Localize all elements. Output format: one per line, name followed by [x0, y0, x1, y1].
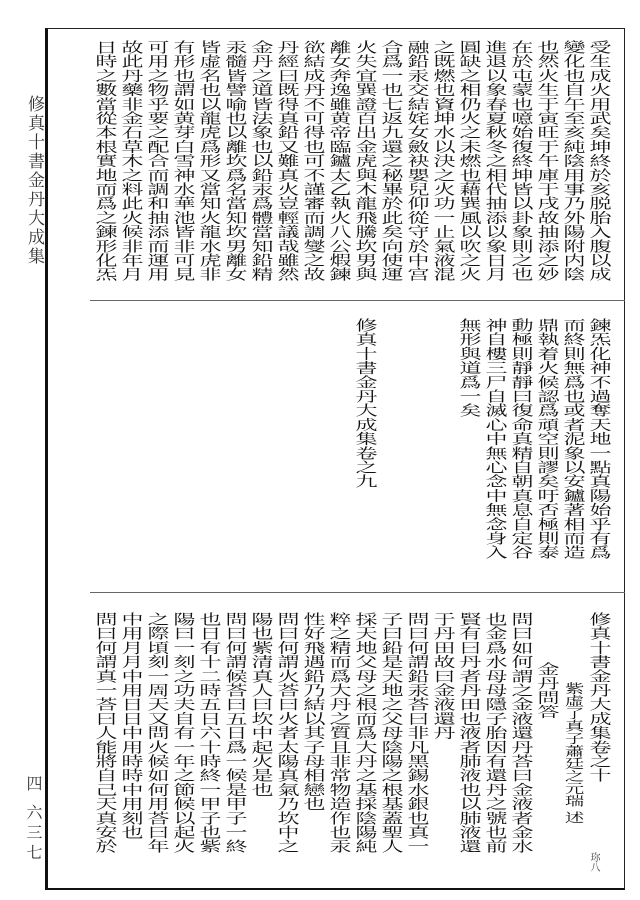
- text-column-text: 動極則靜靜曰復命真精自朝真息自定谷: [508, 318, 534, 560]
- text-column-text: 離女奔逸雖黄帝臨鑪太乙執火八公煆鍊: [326, 40, 352, 282]
- author-line-text: 紫虛了真子蕭廷之元瑞 述: [562, 682, 586, 824]
- text-column-text: 鍊炁化神不過奪天地一點真陽始乎有爲: [586, 318, 612, 560]
- text-column-text: 在於屯蒙也噫始復終坤皆以卦象則之也: [508, 40, 534, 282]
- text-column-text: 問曰何謂候荅曰五日爲一候是甲子一終: [222, 612, 248, 854]
- text-column: [92, 40, 118, 281]
- text-column-text: 賢有曰丹者丹田也液者肺液也以肺液還: [456, 612, 482, 854]
- text-column-text: 問曰如何謂之金液還丹荅曰金液者金水: [508, 612, 534, 854]
- section-title-text: 金丹問答: [534, 662, 560, 719]
- text-column-text: 于丹田故曰金液還丹: [430, 612, 456, 740]
- text-column-text: 子曰鉛是天地之父母陰陽之根基蓋聖人: [378, 612, 404, 854]
- text-column-text: 而終則無爲也或者泥象以安鑪著相而造: [560, 318, 586, 560]
- text-column-text: 問曰何謂火荅曰火者太陽真氣乃坎中之: [274, 612, 300, 854]
- text-column-text: 火失宜巽證百出金虎與木龍飛騰坎男與: [352, 40, 378, 282]
- volume-end-title: [352, 318, 378, 488]
- text-column-text: 之既燃也資坤水以決之火功一止氣液混: [430, 40, 456, 282]
- text-column-text: 可用之物乎要之配合而調和抽添而運用: [144, 40, 170, 282]
- text-column: [456, 318, 482, 417]
- text-column-text: 融鉛汞交結姹女斂袂嬰兒仰從守於中宫: [404, 40, 430, 282]
- text-column-text: 受生成火用武矣坤終於亥脱胎入腹以成: [586, 40, 612, 282]
- text-column-text: 圓缺之相仍火之未燃也藉巽風以吹之火: [456, 40, 482, 282]
- text-column-text: 粹之精而爲大丹之質且非常物造作也汞: [326, 612, 352, 854]
- text-column-text: 陽也紫清真人曰坎中起火是也: [248, 612, 274, 797]
- text-column-text: 鼎執着火候認爲頑空則謬矣吁否極則泰: [534, 318, 560, 560]
- text-column-text: 性好飛遇鉛乃結以其子母相戀也: [300, 612, 326, 811]
- volume-mark: 珎八: [588, 852, 599, 872]
- text-column-text: 變化也自午至亥純陰用事乃外陽附内陰: [560, 40, 586, 282]
- text-column-text: 丹經曰既得真鉛又難真火豈輕議哉雖然: [274, 40, 300, 282]
- text-column-text: 問曰何謂鉛汞荅曰非凡黑錫水銀也真一: [404, 612, 430, 854]
- text-column-text: 欲結成丹不可得也可不謹審而調燮之故: [300, 40, 326, 282]
- text-column-text: 陽曰一刻之功夫自有一年之節候以起火: [170, 612, 196, 854]
- text-column-text: 也日有十二時五日六十時終一甲子也紫: [196, 612, 222, 854]
- page-number: 四 六三七: [24, 775, 43, 865]
- text-column-text: 合爲一也七返九還之秘畢於此矣向使運: [378, 40, 404, 282]
- section-divider-2: [90, 592, 625, 593]
- text-column-text: 皆虚名也以龍虎爲形又當知火龍水虎非: [196, 40, 222, 282]
- text-column-text: 金丹之道皆法象也以鉛汞爲體當知鉛精: [248, 40, 274, 282]
- volume-end-title-text: 修真十書金丹大成集卷之九: [352, 318, 378, 489]
- text-column-text: 進退以象春夏秋冬之相代抽添以象日月: [482, 40, 508, 282]
- text-column-text: 中用月月中用日日中用時時中用刻也: [118, 612, 144, 840]
- text-column-text: 也金爲水母母隱子胎因有還丹之號也前: [482, 612, 508, 854]
- section-divider-1: [90, 300, 625, 301]
- text-column: [92, 612, 118, 853]
- text-column-text: 問曰何謂真一荅曰人能將自己天真安於: [92, 612, 118, 854]
- text-column-text: 日時之數當從本根實地而爲之鍊形化炁: [92, 40, 118, 282]
- text-column-text: 有形也謂如黄芽白雪神水華池皆非可見: [170, 40, 196, 282]
- text-column-text: 之際頃刻一周天又問火候如何用荅曰年: [144, 612, 170, 854]
- volume-title-text: 修真十書金丹大成集卷之十: [586, 612, 612, 783]
- text-column-text: 無形與道爲一矣: [456, 318, 482, 418]
- text-column-text: 故此丹藥非金石草木之料此火候非年月: [118, 40, 144, 282]
- text-column-text: 採天地父母之根而爲大丹之基採陰陽純: [352, 612, 378, 854]
- text-column-text: 神自樓三尸自滅心中無心念中無念身入: [482, 318, 508, 560]
- text-column-text: 汞髓皆譬喻也以離坎爲名當知坎男離女: [222, 40, 248, 282]
- text-column-text: 也然火生于寅旺于午庫于戌故抽添之妙: [534, 40, 560, 282]
- margin-book-title: 修真十書金丹大成集: [24, 95, 44, 266]
